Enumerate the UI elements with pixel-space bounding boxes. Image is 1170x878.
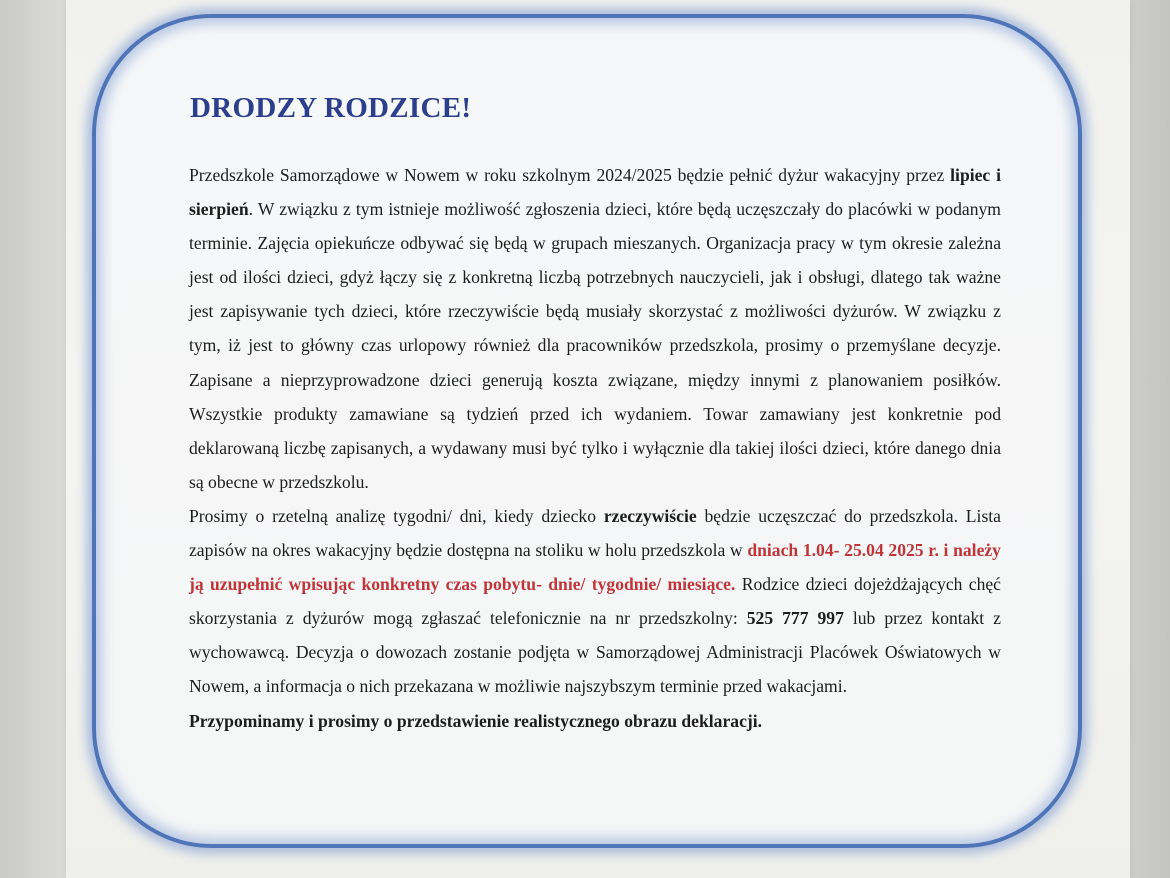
- paragraph-intro: [189, 158, 1001, 499]
- months-bold: lipiec i sierpień: [189, 165, 1001, 220]
- notice-body: [189, 158, 1001, 738]
- registration-text-2: będzie uczęszczać do przedszkola. Lista zapisów na okres wakacyjny będzie dostępna na stoliku w holu przedszkola w: [189, 505, 1001, 561]
- paragraph-registration: [189, 499, 1001, 704]
- phone-number: 525 777 997: [746, 608, 844, 629]
- intro-text-2: . W związku z tym istnieje możliwość zgłoszenia dzieci, które będą uczęszczały do placówki w podanym terminie. Zajęcia opiekuńcze odbywać się będą w grupach mieszanych. Organizacja pracy w tym okresie zależna jest od ilości dzieci, gdyż łączy się z konkretną liczbą potrzebnych nauczycieli, jak i obsługi, dlatego tak ważne jest zapisywanie tych dzieci, które rzeczywiście będą musiały skorzystać z możliwości dyżurów. W związku z tym, iż jest to główny czas urlopowy również dla pracowników przedszkola, prosimy o przemyślane decyzje. Zapisane a nieprzyprowadzone dzieci generują koszta związane, między innymi z planowaniem posiłków. Wszystkie produkty zamawiane są tydzień przed ich wydaniem. Towar zamawiany jest konkretnie pod deklarowaną liczbę zapisanych, a wydawany musi być tylko i wyłącznie dla takiej ilości dzieci, które danego dnia są obecne w przedszkolu.: [189, 199, 1001, 492]
- intro-text-1: Przedszkole Samorządowe w Nowem w roku szkolnym 2024/2025 będzie pełnić dyżur wakacyjny przez: [189, 165, 951, 185]
- dates-highlight: dniach 1.04- 25.04 2025 r. i należy ją uzupełnić wpisując konkretny czas pobytu- dnie/ tygodnie/ miesiące.: [189, 540, 1001, 595]
- page-title: DRODZY RODZICE!: [190, 92, 472, 124]
- registration-text-4: lub przez kontakt z wychowawcą. Decyzja o dowozach zostanie podjęta w Samorządowej Administracji Placówek Oświatowych w Nowem, a informacja o nich przekazana w możliwie najszybszym terminie przed wakacjami.: [189, 608, 1001, 697]
- registration-text-3: Rodzice dzieci dojeżdżających chęć skorzystania z dyżurów mogą zgłaszać telefonicznie na nr przedszkolny:: [189, 574, 1001, 629]
- registration-text-1: Prosimy o rzetelną analizę tygodni/ dni, kiedy dziecko: [189, 505, 604, 526]
- closing-line: Przypominamy i prosimy o przedstawienie realistycznego obrazu deklaracji.: [189, 710, 763, 731]
- really-bold: rzeczywiście: [603, 505, 697, 526]
